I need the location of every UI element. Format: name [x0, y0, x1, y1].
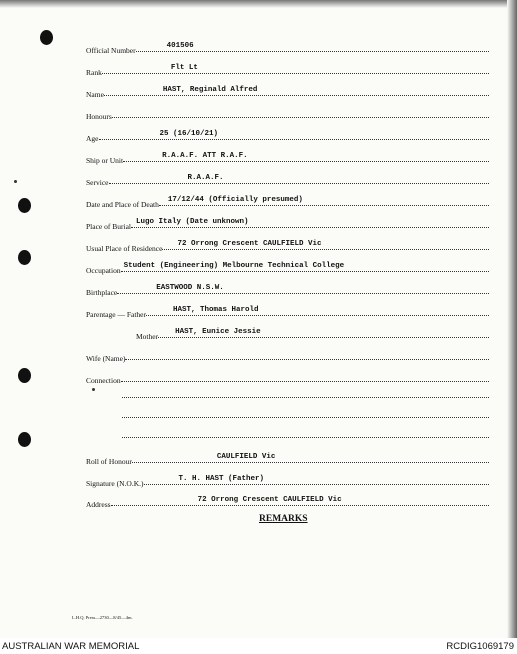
value-rank: Flt Lt [170, 63, 198, 72]
label-service: Service [86, 177, 109, 187]
field-line [162, 239, 489, 250]
label-signature: Signature (N.O.K.) [86, 478, 144, 488]
field-line [123, 151, 489, 162]
value-occupation: Student (Engineering) Melbourne Technical College [123, 261, 345, 270]
value-date-place-of-death: 17/12/44 (Officially presumed) [167, 195, 303, 204]
row-ship-or-unit [86, 150, 489, 164]
value-signature: T. H. HAST (Father) [178, 474, 265, 483]
field-line [158, 327, 489, 338]
row-place-of-burial [86, 216, 489, 230]
field-line [125, 358, 489, 360]
print-note: L.H.Q. Press—2730—8/45—4m. [72, 615, 133, 620]
row-connection [86, 370, 489, 384]
speck-mark [14, 180, 17, 183]
label-wife: Wife (Name) [86, 353, 126, 363]
field-line [131, 217, 489, 228]
connection-line [122, 396, 489, 398]
row-address [86, 494, 489, 508]
label-occupation: Occupation [86, 265, 121, 275]
row-mother [136, 326, 489, 340]
row-official-number [86, 40, 489, 54]
field-line [112, 116, 489, 118]
label-name: Name [86, 89, 104, 99]
value-birthplace: EASTWOOD N.S.W. [156, 283, 224, 292]
scan-shadow-right [507, 0, 517, 638]
value-mother: HAST, Eunice Jessie [175, 327, 261, 336]
value-ship-or-unit: R.A.A.F. ATT R.A.F. [162, 151, 248, 160]
value-father: HAST, Thomas Harold [172, 305, 259, 314]
field-line [121, 261, 489, 272]
label-address: Address [86, 499, 111, 509]
row-usual-residence [86, 238, 489, 252]
connection-line [122, 436, 489, 438]
label-connection: Connection [86, 375, 121, 385]
archive-footer [0, 638, 517, 654]
row-father [86, 304, 489, 318]
row-honours [86, 106, 489, 120]
field-line [132, 452, 489, 463]
row-wife [86, 348, 489, 362]
field-line [136, 41, 489, 52]
field-line [159, 195, 489, 206]
field-line [117, 283, 489, 294]
value-address: 72 Orrong Crescent CAULFIELD Vic [197, 495, 342, 504]
label-age: Age [86, 133, 99, 143]
field-line [102, 63, 489, 74]
connection-line [122, 416, 489, 418]
label-roll-of-honour: Roll of Honour [86, 456, 132, 466]
label-father: Parentage — Father [86, 309, 146, 319]
label-honours: Honours [86, 111, 112, 121]
label-official-number: Official Number [86, 45, 136, 55]
label-place-of-burial: Place of Burial [86, 221, 131, 231]
row-service [86, 172, 489, 186]
punch-hole-3 [18, 250, 31, 265]
value-service: R.A.A.F. [187, 173, 224, 182]
label-birthplace: Birthplace [86, 287, 118, 297]
row-date-place-of-death [86, 194, 489, 208]
remarks-heading: REMARKS [259, 514, 308, 524]
punch-hole-2 [18, 198, 31, 213]
punch-hole-5 [18, 432, 31, 447]
value-age: 25 (16/10/21) [159, 129, 219, 138]
speck-mark [92, 388, 95, 391]
field-line [111, 495, 489, 506]
field-line [104, 85, 489, 96]
punch-hole-4 [18, 368, 31, 383]
row-name [86, 84, 489, 98]
value-name: HAST, Reginald Alfred [162, 85, 258, 94]
field-line [109, 173, 490, 184]
value-roll-of-honour: CAULFIELD Vic [216, 452, 276, 461]
label-ship-or-unit: Ship or Unit [86, 155, 124, 165]
field-line [146, 305, 489, 316]
row-occupation [86, 260, 489, 274]
row-birthplace [86, 282, 489, 296]
footer-record-id: RCDIG1069179 [446, 641, 514, 652]
row-rank [86, 62, 489, 76]
footer-institution: AUSTRALIAN WAR MEMORIAL [2, 641, 140, 652]
value-official-number: 401506 [166, 41, 194, 50]
value-usual-residence: 72 Orrong Crescent CAULFIELD Vic [177, 239, 322, 248]
label-date-place-of-death: Date and Place of Death [86, 199, 159, 209]
label-usual-residence: Usual Place of Residence [86, 243, 163, 253]
row-signature [86, 473, 489, 487]
row-roll-of-honour [86, 451, 489, 465]
label-mother: Mother [136, 331, 159, 341]
field-line [121, 380, 489, 382]
value-place-of-burial: Lugo Italy (Date unknown) [136, 217, 249, 226]
field-line [144, 474, 490, 485]
label-rank: Rank [86, 67, 102, 77]
scan-shadow-top [0, 0, 517, 8]
punch-hole-1 [40, 30, 53, 45]
row-age [86, 128, 489, 142]
field-line [99, 129, 490, 140]
